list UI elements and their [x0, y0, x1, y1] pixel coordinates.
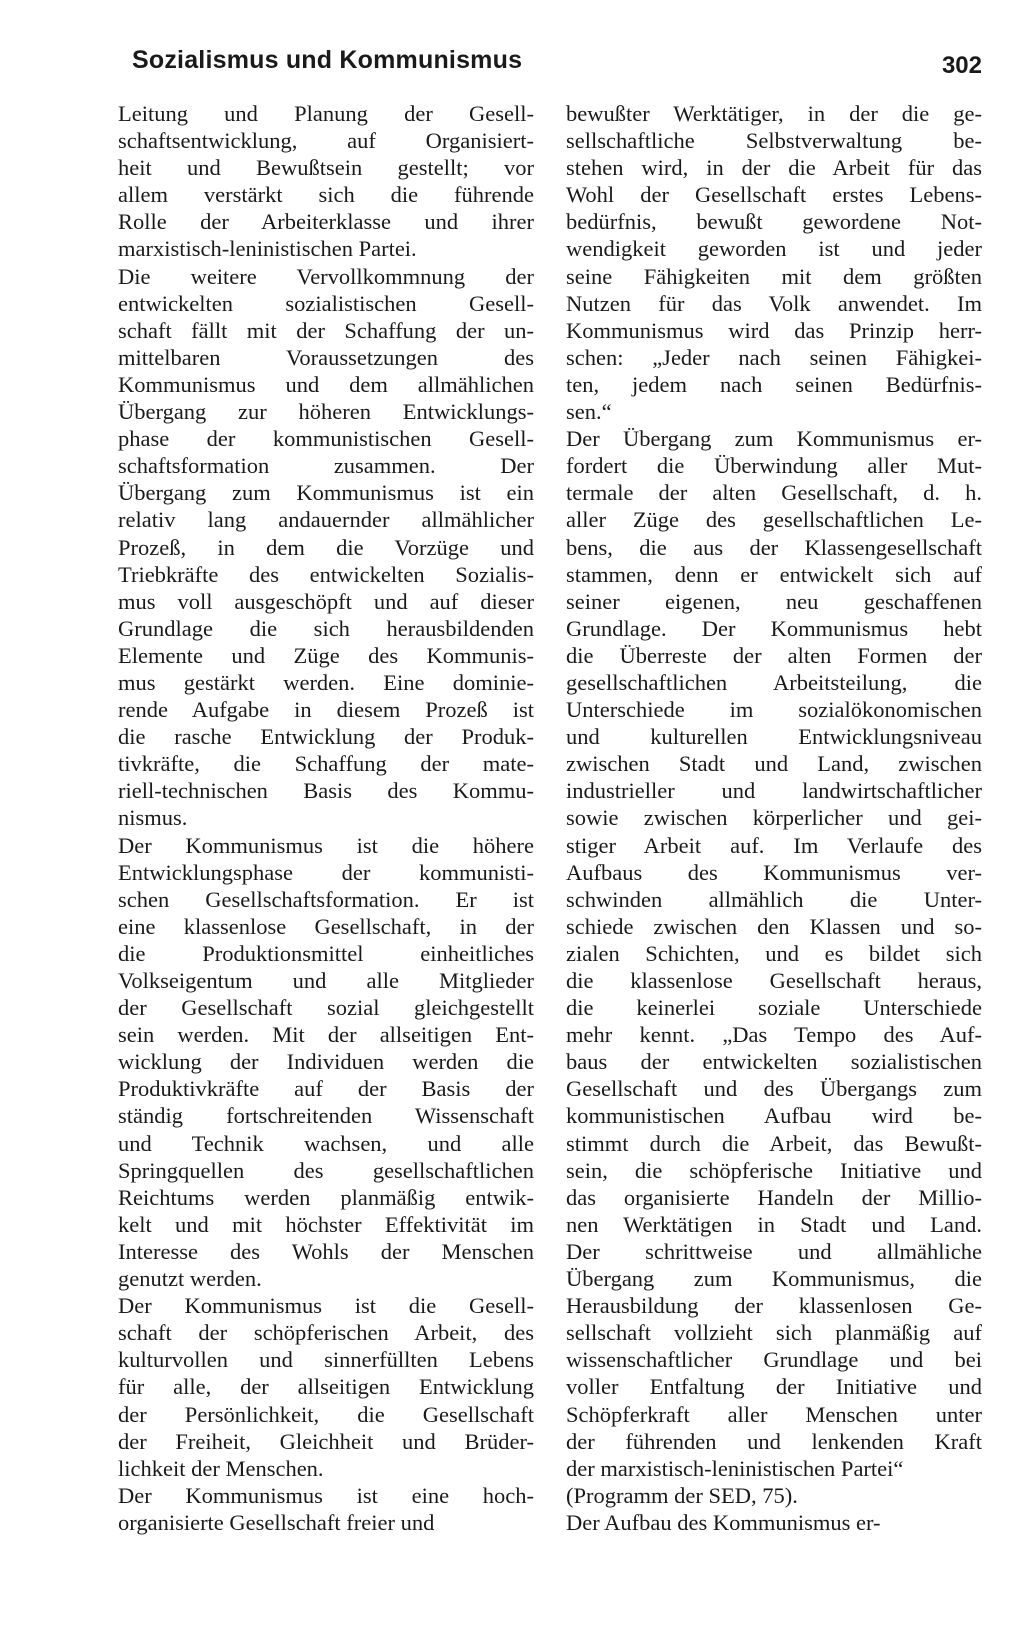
text-line: wissenschaftlicher Grundlage und bei: [566, 1347, 982, 1373]
text-line: gesellschaftlichen Arbeitsteilung, die: [566, 669, 982, 695]
text-line: Entwicklungsphase der kommunisti-: [118, 859, 534, 885]
text-line: Wohl der Gesellschaft erstes Lebens-: [566, 182, 982, 208]
text-line: Gesellschaft und des Übergangs zum: [566, 1076, 982, 1102]
text-line: aller Züge des gesellschaftlichen Le-: [566, 507, 982, 533]
text-line: schen: „Jeder nach seinen Fähigkei-: [566, 344, 982, 370]
text-line: die Produktionsmittel einheitliches: [118, 940, 534, 966]
text-line: allem verstärkt sich die führende: [118, 182, 534, 208]
text-line: genutzt werden.: [118, 1266, 262, 1292]
text-line: Der schrittweise und allmähliche: [566, 1238, 982, 1264]
text-line: voller Entfaltung der Initiative und: [566, 1374, 982, 1400]
page-number: 302: [941, 52, 982, 79]
text-line: termale der alten Gesellschaft, d. h.: [566, 480, 982, 506]
text-line: schen Gesellschaftsformation. Er ist: [118, 886, 534, 912]
text-line: baus der entwickelten sozialistischen: [566, 1049, 982, 1075]
text-line: Die weitere Vervollkommnung der: [118, 263, 534, 289]
text-line: Der Kommunismus ist die Gesell-: [118, 1293, 534, 1319]
text-line: (Programm der SED, 75).: [566, 1482, 798, 1508]
text-line: der Persönlichkeit, die Gesellschaft: [118, 1401, 534, 1427]
text-line: Leitung und Planung der Gesell-: [118, 101, 534, 126]
text-line: kommunistischen Aufbau wird be-: [566, 1103, 982, 1129]
text-line: Herausbildung der klassenlosen Ge-: [566, 1293, 982, 1319]
text-line: heit und Bewußtsein gestellt; vor: [118, 155, 534, 181]
text-line: lichkeit der Menschen.: [118, 1455, 324, 1481]
text-line: seiner eigenen, neu geschaffenen: [566, 588, 982, 614]
text-line: tivkräfte, die Schaffung der mate-: [118, 751, 534, 777]
text-line: für alle, der allseitigen Entwicklung: [118, 1374, 534, 1400]
text-line: Elemente und Züge des Kommunis-: [118, 642, 534, 668]
text-line: Rolle der Arbeiterklasse und ihrer: [118, 209, 534, 235]
text-line: sellschaftliche Selbstverwaltung be-: [566, 128, 982, 154]
text-line: wendigkeit geworden ist und jeder: [566, 236, 982, 262]
text-line: Grundlage die sich herausbildenden: [118, 615, 534, 641]
text-line: marxistisch-leninistischen Partei.: [118, 236, 417, 262]
text-line: sein, die schöpferische Initiative und: [566, 1157, 982, 1183]
text-line: stammen, denn er entwickelt sich auf: [566, 561, 982, 587]
text-line: der führenden und lenkenden Kraft: [566, 1428, 982, 1454]
text-line: stimmt durch die Arbeit, das Bewußt-: [566, 1130, 982, 1156]
text-line: Kommunismus und dem allmählichen: [118, 371, 534, 397]
text-line: kulturvollen und sinnerfüllten Lebens: [118, 1347, 534, 1373]
text-line: die Überreste der alten Formen der: [566, 642, 982, 668]
text-line: fordert die Überwindung aller Mut-: [566, 453, 982, 479]
text-line: schaftsformation zusammen. Der: [118, 453, 534, 479]
text-line: stiger Arbeit auf. Im Verlaufe des: [566, 832, 982, 858]
text-line: und kulturellen Entwicklungsniveau: [566, 724, 982, 750]
text-line: Reichtums werden planmäßig entwik-: [118, 1184, 534, 1210]
text-line: schiede zwischen den Klassen und so-: [566, 913, 982, 939]
text-line: mus gestärkt werden. Eine dominie-: [118, 669, 534, 695]
text-line: Nutzen für das Volk anwendet. Im: [566, 290, 982, 316]
text-line: wicklung der Individuen werden die: [118, 1049, 534, 1075]
text-line: Der Kommunismus ist die höhere: [118, 832, 534, 858]
text-line: seine Fähigkeiten mit dem größten: [566, 263, 982, 289]
text-line: sowie zwischen körperlicher und gei-: [566, 805, 982, 831]
text-line: Der Aufbau des Kommunismus er-: [566, 1509, 881, 1535]
text-line: schaft fällt mit der Schaffung der un-: [118, 317, 534, 343]
text-line: schaftsentwicklung, auf Organisiert-: [118, 128, 534, 154]
text-line: sein werden. Mit der allseitigen Ent-: [118, 1022, 534, 1048]
text-line: Springquellen des gesellschaftlichen: [118, 1157, 534, 1183]
text-line: die keinerlei soziale Unterschiede: [566, 995, 982, 1021]
text-line: Der Kommunismus ist eine hoch-: [118, 1482, 534, 1508]
text-line: Übergang zur höheren Entwicklungs-: [118, 399, 534, 425]
text-line: das organisierte Handeln der Millio-: [566, 1184, 982, 1210]
text-line: Volkseigentum und alle Mitglieder: [118, 968, 534, 993]
text-line: relativ lang andauernder allmählicher: [118, 507, 534, 533]
text-line: schaft der schöpferischen Arbeit, des: [118, 1320, 534, 1346]
text-line: der Freiheit, Gleichheit und Brüder-: [118, 1428, 534, 1454]
text-line: stehen wird, in der die Arbeit für das: [566, 155, 982, 181]
text-line: zialen Schichten, und es bildet sich: [566, 940, 982, 966]
text-line: der Gesellschaft sozial gleichgestellt: [118, 995, 534, 1021]
text-line: mehr kennt. „Das Tempo des Auf-: [566, 1022, 982, 1048]
text-line: Prozeß, in dem die Vorzüge und: [118, 534, 534, 560]
text-line: riell-technischen Basis des Kommu-: [118, 778, 534, 804]
text-line: industrieller und landwirtschaftlicher: [566, 778, 982, 804]
right-text-column: [566, 100, 982, 1536]
text-line: schwinden allmählich die Unter-: [566, 886, 982, 912]
text-line: Unterschiede im sozialökonomischen: [566, 697, 982, 723]
text-line: Schöpferkraft aller Menschen unter: [566, 1401, 982, 1427]
text-line: Interesse des Wohls der Menschen: [118, 1238, 534, 1264]
text-line: zwischen Stadt und Land, zwischen: [566, 751, 982, 777]
text-line: rende Aufgabe in diesem Prozeß ist: [118, 697, 534, 723]
left-text-column: [118, 100, 534, 1536]
text-line: entwickelten sozialistischen Gesell-: [118, 290, 534, 316]
text-line: Übergang zum Kommunismus ist ein: [118, 480, 534, 506]
text-line: Kommunismus wird das Prinzip herr-: [566, 317, 982, 343]
text-line: phase der kommunistischen Gesell-: [118, 426, 534, 452]
text-line: eine klassenlose Gesellschaft, in der: [118, 913, 534, 939]
text-line: Übergang zum Kommunismus, die: [566, 1266, 982, 1292]
text-line: die klassenlose Gesellschaft heraus,: [566, 968, 982, 993]
text-line: bedürfnis, bewußt gewordene Not-: [566, 209, 982, 235]
running-title: Sozialismus und Kommunismus: [132, 46, 523, 74]
text-line: kelt und mit höchster Effektivität im: [118, 1211, 534, 1237]
text-line: nen Werktätigen in Stadt und Land.: [566, 1211, 982, 1237]
text-line: bewußter Werktätiger, in der die ge-: [566, 101, 982, 126]
text-line: der marxistisch-leninistischen Partei“: [566, 1455, 904, 1481]
text-line: Produktivkräfte auf der Basis der: [118, 1076, 534, 1102]
text-line: Aufbaus des Kommunismus ver-: [566, 859, 982, 885]
text-line: organisierte Gesellschaft freier und: [118, 1509, 435, 1535]
text-line: nismus.: [118, 805, 188, 831]
text-line: ten, jedem nach seinen Bedürfnis-: [566, 371, 982, 397]
text-line: sellschaft vollzieht sich planmäßig auf: [566, 1320, 982, 1346]
text-line: sen.“: [566, 399, 612, 425]
text-line: mus voll ausgeschöpft und auf dieser: [118, 588, 534, 614]
text-line: mittelbaren Voraussetzungen des: [118, 344, 534, 370]
text-line: die rasche Entwicklung der Produk-: [118, 724, 534, 750]
text-line: und Technik wachsen, und alle: [118, 1130, 534, 1156]
text-line: Triebkräfte des entwickelten Sozialis-: [118, 561, 534, 587]
text-line: ständig fortschreitenden Wissenschaft: [118, 1103, 534, 1129]
text-line: bens, die aus der Klassengesellschaft: [566, 534, 982, 560]
text-line: Grundlage. Der Kommunismus hebt: [566, 615, 982, 641]
text-line: Der Übergang zum Kommunismus er-: [566, 426, 982, 452]
